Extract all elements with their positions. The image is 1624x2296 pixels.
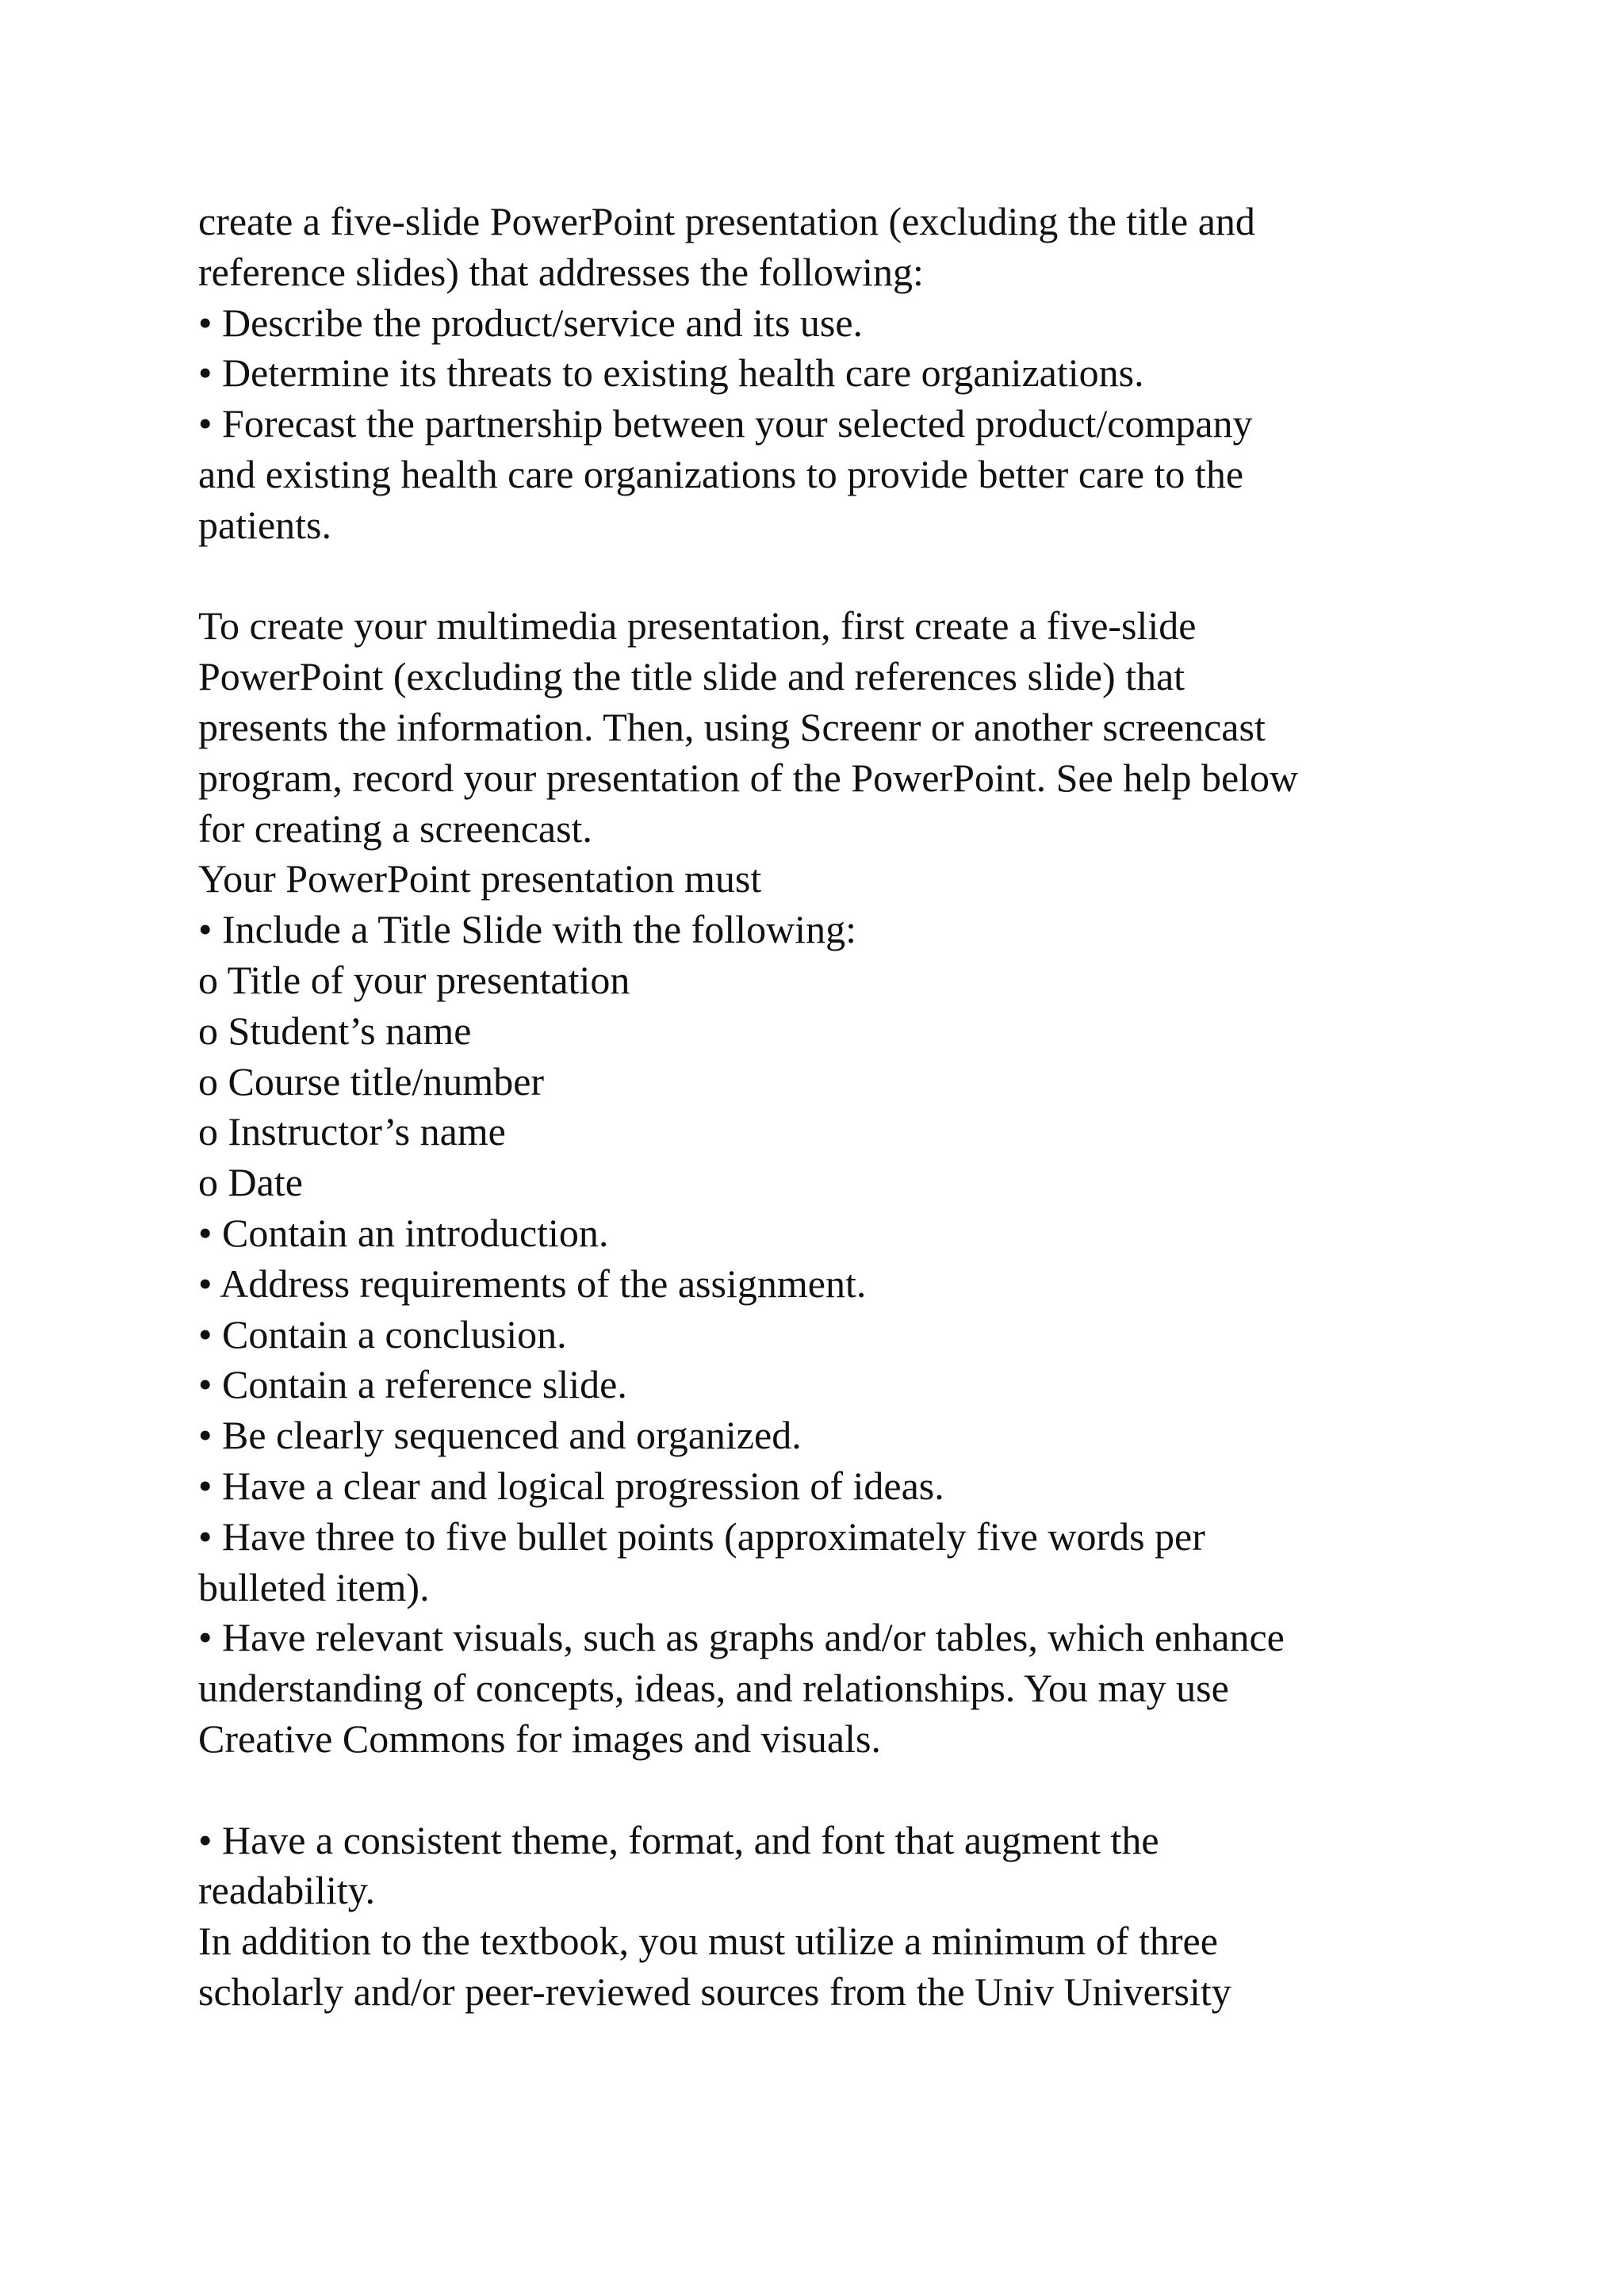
text-line: In addition to the textbook, you must utilize a minimum of three xyxy=(198,1919,1218,1964)
text-line: for creating a screencast. xyxy=(198,806,592,851)
bullet-line: • Address requirements of the assignment. xyxy=(198,1261,867,1306)
bullet-line: • Be clearly sequenced and organized. xyxy=(198,1413,802,1458)
text-line: reference slides) that addresses the following: xyxy=(198,249,924,294)
bullet-line: • Have a clear and logical progression of ideas. xyxy=(198,1463,944,1508)
blank-line xyxy=(198,551,1435,602)
bullet-line: • Contain a conclusion. xyxy=(198,1311,567,1357)
bullet-line: • Describe the product/service and its use. xyxy=(198,300,864,345)
text-line: presents the information. Then, using Screenr or another screencast xyxy=(198,704,1266,749)
text-line: Your PowerPoint presentation must xyxy=(198,856,762,901)
text-line: Creative Commons for images and visuals. xyxy=(198,1716,881,1761)
sub-bullet-line: o Title of your presentation xyxy=(198,957,630,1002)
text-line: program, record your presentation of the PowerPoint. See help below xyxy=(198,755,1299,800)
sub-bullet-line: o Instructor’s name xyxy=(198,1109,506,1154)
bullet-line: • Have three to five bullet points (approximately five words per xyxy=(198,1513,1205,1559)
sub-bullet-line: o Course title/number xyxy=(198,1058,545,1104)
blank-line xyxy=(198,1765,1435,1816)
text-line: create a five-slide PowerPoint presentation (excluding the title and xyxy=(198,199,1255,243)
bullet-line: • Have a consistent theme, format, and font that augment the xyxy=(198,1817,1159,1862)
text-line: bulleted item). xyxy=(198,1564,430,1609)
text-line: readability. xyxy=(198,1868,376,1913)
bullet-line: • Contain an introduction. xyxy=(198,1210,609,1255)
bullet-line: • Contain a reference slide. xyxy=(198,1362,627,1407)
bullet-line: • Determine its threats to existing health care organizations. xyxy=(198,350,1144,396)
text-line: patients. xyxy=(198,502,332,547)
text-line: understanding of concepts, ideas, and relationships. You may use xyxy=(198,1666,1229,1711)
bullet-line: • Include a Title Slide with the following: xyxy=(198,907,856,952)
text-line: To create your multimedia presentation, first create a five-slide xyxy=(198,603,1197,649)
document-body xyxy=(198,197,1435,2018)
bullet-line: • Have relevant visuals, such as graphs and/or tables, which enhance xyxy=(198,1615,1285,1660)
sub-bullet-line: o Student’s name xyxy=(198,1008,472,1053)
text-line: and existing health care organizations to provide better care to the xyxy=(198,451,1244,496)
text-line: PowerPoint (excluding the title slide and references slide) that xyxy=(198,654,1185,699)
bullet-line: • Forecast the partnership between your selected product/company xyxy=(198,401,1253,446)
text-line: scholarly and/or peer-reviewed sources from the Univ University xyxy=(198,1969,1231,2014)
sub-bullet-line: o Date xyxy=(198,1160,303,1205)
